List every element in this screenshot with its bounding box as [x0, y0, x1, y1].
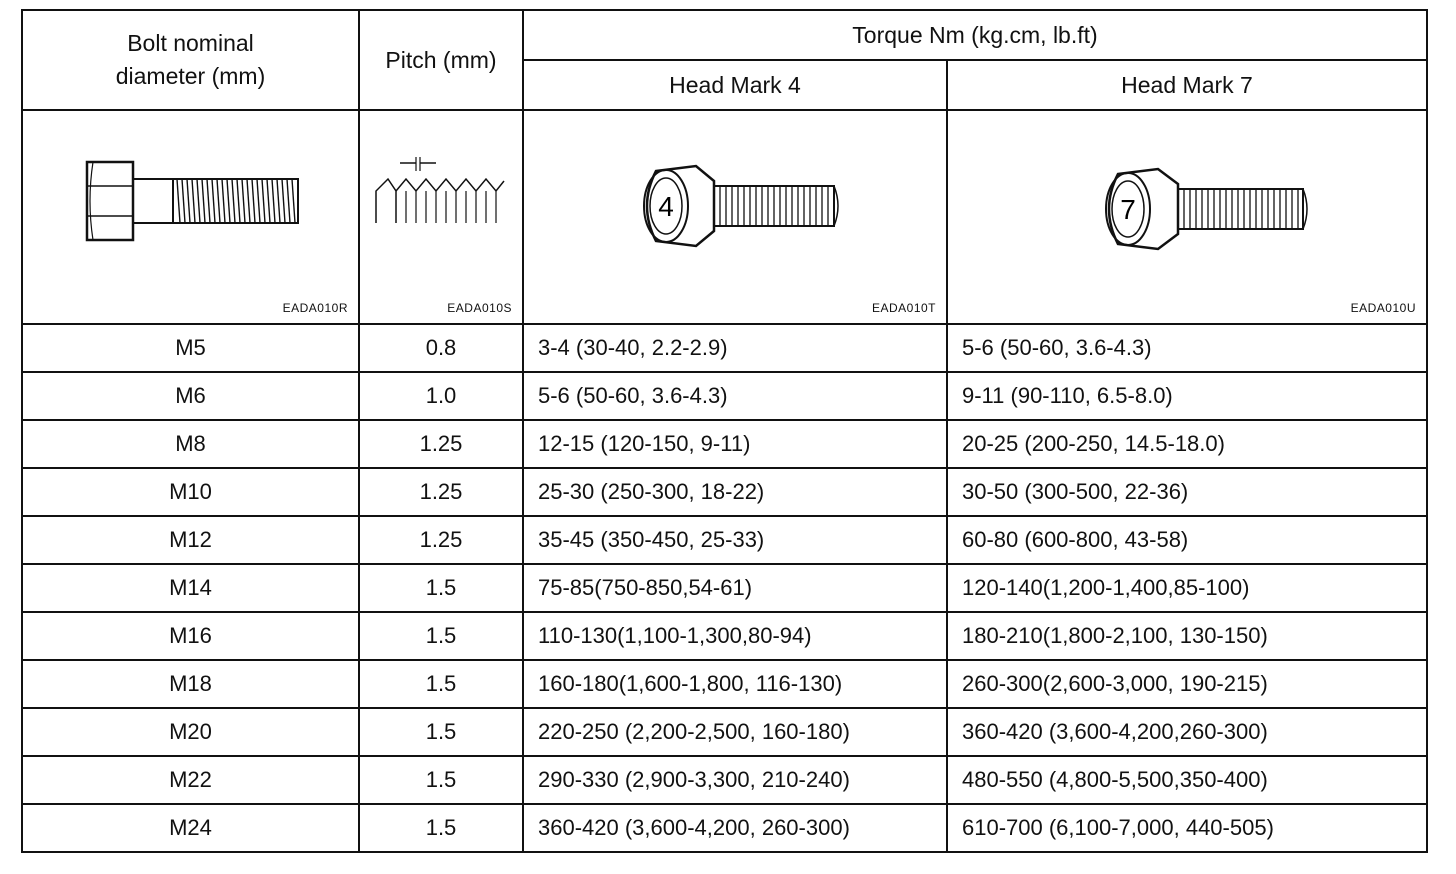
head-mark-4-torque-cell: 360-420 (3,600-4,200, 260-300) — [523, 804, 947, 852]
head-mark-4-torque-cell: 110-130(1,100-1,300,80-94) — [523, 612, 947, 660]
bolt-figure-code: EADA010R — [282, 301, 348, 315]
head-mark-7-figure-code: EADA010U — [1350, 301, 1416, 315]
head-mark-4-torque-cell: 25-30 (250-300, 18-22) — [523, 468, 947, 516]
bolt-size-cell: M5 — [22, 324, 359, 372]
bolt-size-cell: M10 — [22, 468, 359, 516]
table-row — [22, 372, 1427, 420]
table-row — [22, 612, 1427, 660]
table-row — [22, 420, 1427, 468]
pitch-cell: 1.0 — [359, 372, 523, 420]
head-mark-4-torque-cell: 5-6 (50-60, 3.6-4.3) — [523, 372, 947, 420]
head-mark-7-label: 7 — [1120, 194, 1136, 225]
pitch-cell: 1.25 — [359, 420, 523, 468]
pitch-cell: 1.5 — [359, 756, 523, 804]
pitch-illustration-cell — [359, 110, 523, 324]
bolt-head-mark-7-icon — [1098, 159, 1318, 259]
head-mark-7-torque-cell: 60-80 (600-800, 43-58) — [947, 516, 1427, 564]
head-mark-7-torque-cell: 9-11 (90-110, 6.5-8.0) — [947, 372, 1427, 420]
pitch-cell: 1.5 — [359, 564, 523, 612]
pitch-cell: 1.5 — [359, 612, 523, 660]
header-bolt-diameter: Bolt nominal diameter (mm) — [22, 10, 359, 110]
head-mark-4-torque-cell: 75-85(750-850,54-61) — [523, 564, 947, 612]
pitch-figure-code: EADA010S — [447, 301, 512, 315]
head-mark-7-illustration-cell — [947, 110, 1427, 324]
bolt-head-mark-4-icon — [636, 156, 846, 256]
head-mark-4-illustration-cell — [523, 110, 947, 324]
bolt-size-cell: M18 — [22, 660, 359, 708]
bolt-illustration-cell — [22, 110, 359, 324]
head-mark-4-torque-cell: 12-15 (120-150, 9-11) — [523, 420, 947, 468]
pitch-cell: 0.8 — [359, 324, 523, 372]
header-head-mark-4: Head Mark 4 — [523, 60, 947, 110]
head-mark-4-torque-cell: 35-45 (350-450, 25-33) — [523, 516, 947, 564]
header-pitch: Pitch (mm) — [359, 10, 523, 110]
bolt-torque-table — [21, 9, 1428, 853]
head-mark-4-torque-cell: 290-330 (2,900-3,300, 210-240) — [523, 756, 947, 804]
head-mark-4-figure-code: EADA010T — [871, 301, 936, 315]
head-mark-7-torque-cell: 260-300(2,600-3,000, 190-215) — [947, 660, 1427, 708]
bolt-size-cell: M8 — [22, 420, 359, 468]
head-mark-4-torque-cell: 220-250 (2,200-2,500, 160-180) — [523, 708, 947, 756]
pitch-cell: 1.5 — [359, 660, 523, 708]
head-mark-7-torque-cell: 120-140(1,200-1,400,85-100) — [947, 564, 1427, 612]
bolt-size-cell: M20 — [22, 708, 359, 756]
bolt-size-cell: M6 — [22, 372, 359, 420]
bolt-size-cell: M24 — [22, 804, 359, 852]
pitch-cell: 1.25 — [359, 516, 523, 564]
table-row — [22, 660, 1427, 708]
bolt-size-cell: M14 — [22, 564, 359, 612]
head-mark-7-torque-cell: 180-210(1,800-2,100, 130-150) — [947, 612, 1427, 660]
head-mark-4-label: 4 — [658, 191, 674, 222]
head-mark-7-torque-cell: 360-420 (3,600-4,200,260-300) — [947, 708, 1427, 756]
pitch-cell: 1.25 — [359, 468, 523, 516]
head-mark-7-torque-cell: 20-25 (200-250, 14.5-18.0) — [947, 420, 1427, 468]
head-mark-7-torque-cell: 30-50 (300-500, 22-36) — [947, 468, 1427, 516]
table-row — [22, 804, 1427, 852]
header-head-mark-7: Head Mark 7 — [947, 60, 1427, 110]
head-mark-7-torque-cell: 480-550 (4,800-5,500,350-400) — [947, 756, 1427, 804]
table-row — [22, 516, 1427, 564]
table-row — [22, 468, 1427, 516]
pitch-cell: 1.5 — [359, 708, 523, 756]
head-mark-7-torque-cell: 5-6 (50-60, 3.6-4.3) — [947, 324, 1427, 372]
bolt-icon — [83, 156, 313, 246]
head-mark-4-torque-cell: 3-4 (30-40, 2.2-2.9) — [523, 324, 947, 372]
header-torque: Torque Nm (kg.cm, lb.ft) — [523, 10, 1427, 60]
head-mark-7-torque-cell: 610-700 (6,100-7,000, 440-505) — [947, 804, 1427, 852]
table-row — [22, 564, 1427, 612]
bolt-size-cell: M12 — [22, 516, 359, 564]
bolt-size-cell: M16 — [22, 612, 359, 660]
table-row — [22, 708, 1427, 756]
head-mark-4-torque-cell: 160-180(1,600-1,800, 116-130) — [523, 660, 947, 708]
bolt-size-cell: M22 — [22, 756, 359, 804]
pitch-cell: 1.5 — [359, 804, 523, 852]
table-row — [22, 324, 1427, 372]
table-row — [22, 756, 1427, 804]
thread-pitch-icon — [372, 151, 512, 231]
